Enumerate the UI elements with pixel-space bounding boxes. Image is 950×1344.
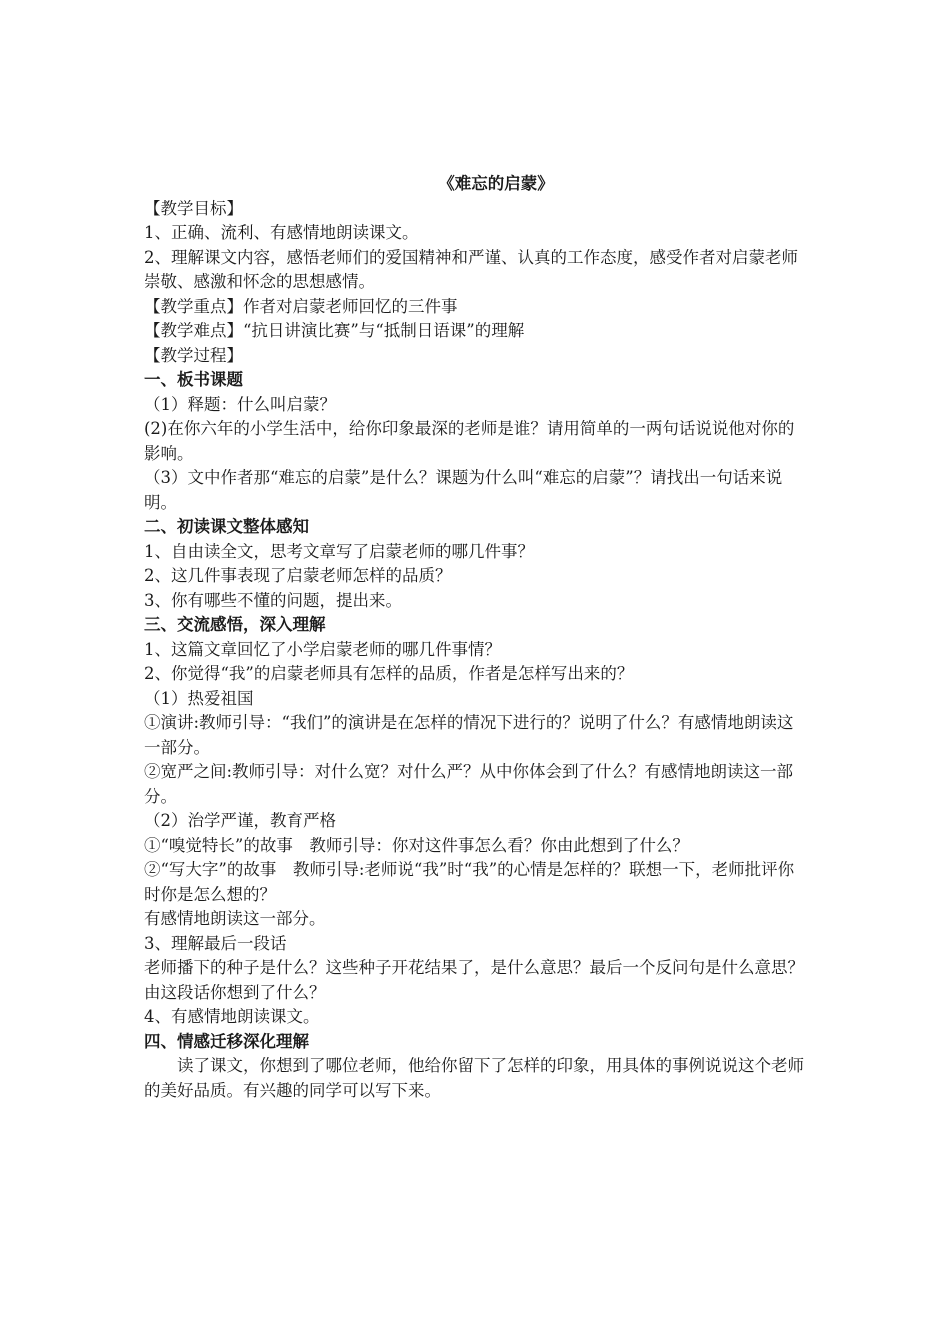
objectives-heading: 【教学目标】 (144, 198, 243, 218)
key-points: 【教学重点】作者对启蒙老师回忆的三件事 (144, 296, 458, 316)
section-1-item-3: （3）文中作者那“难忘的启蒙”是什么？课题为什么叫“难忘的启蒙”？请找出一句话来说明。 (144, 468, 783, 512)
section-3-sub-2-b: ②“写大字”的故事 教师引导:老师说“我”时“我”的心情是怎样的？联想一下，老师批评你时你是怎么想的？ (144, 860, 795, 904)
section-3-sub-2-c: 有感情地朗读这一部分。 (144, 909, 326, 928)
section-3-sub-2: （2）治学严谨，教育严格 (144, 811, 336, 830)
section-3-sub-1: （1）热爱祖国 (144, 688, 254, 708)
document-title: 《难忘的启蒙》 (438, 174, 554, 193)
section-2-item-2: 2、这几件事表现了启蒙老师怎样的品质？ (144, 566, 452, 585)
section-3-item-4: 4、有感情地朗读课文。 (144, 1007, 320, 1026)
section-3-item-1: 1、这篇文章回忆了小学启蒙老师的哪几件事情？ (144, 639, 501, 659)
difficult-points: 【教学难点】“抗日讲演比赛”与“抵制日语课”的理解 (144, 321, 525, 340)
section-3-heading: 三、交流感悟，深入理解 (144, 615, 326, 634)
section-1-item-2: (2)在你六年的小学生活中，给你印象最深的老师是谁？请用简单的一两句话说说他对你的影响。 (144, 419, 795, 463)
section-3-sub-1-b: ②宽严之间:教师引导：对什么宽？对什么严？从中你体会到了什么？有感情地朗读这一部分。 (144, 762, 794, 806)
document-page (144, 172, 808, 1103)
objective-1: 1、正确、流利、有感情地朗读课文。 (144, 223, 419, 242)
process-heading: 【教学过程】 (144, 345, 243, 365)
section-4-text: 读了课文，你想到了哪位老师，他给你留下了怎样的印象，用具体的事例说说这个老师的美好品质。有兴趣的同学可以写下来。 (144, 1056, 804, 1100)
section-2-heading: 二、初读课文整体感知 (144, 517, 309, 536)
section-3-sub-2-a: ①“嗅觉特长”的故事 教师引导：你对这件事怎么看？你由此想到了什么？ (144, 835, 689, 855)
section-1-heading: 一、板书课题 (144, 370, 243, 389)
section-2-item-1: 1、自由读全文，思考文章写了启蒙老师的哪几件事？ (144, 541, 534, 561)
section-3-sub-1-a: ①演讲:教师引导：“我们”的演讲是在怎样的情况下进行的？说明了什么？有感情地朗读这一部分。 (144, 713, 794, 757)
section-1-item-1: （1）释题：什么叫启蒙？ (144, 394, 336, 414)
section-3-item-3-text: 老师播下的种子是什么？这些种子开花结果了，是什么意思？最后一个反问句是什么意思？由这段话你想到了什么？ (144, 958, 804, 1002)
section-4-heading: 四、情感迁移深化理解 (144, 1031, 309, 1051)
section-3-item-2: 2、你觉得“我”的启蒙老师具有怎样的品质，作者是怎样写出来的？ (144, 664, 634, 683)
objective-2: 2、理解课文内容，感悟老师们的爱国精神和严谨、认真的工作态度，感受作者对启蒙老师崇敬、感激和怀念的思想感情。 (144, 247, 798, 291)
section-3-item-3: 3、理解最后一段话 (144, 933, 287, 953)
section-2-item-3: 3、你有哪些不懂的问题，提出来。 (144, 590, 402, 610)
